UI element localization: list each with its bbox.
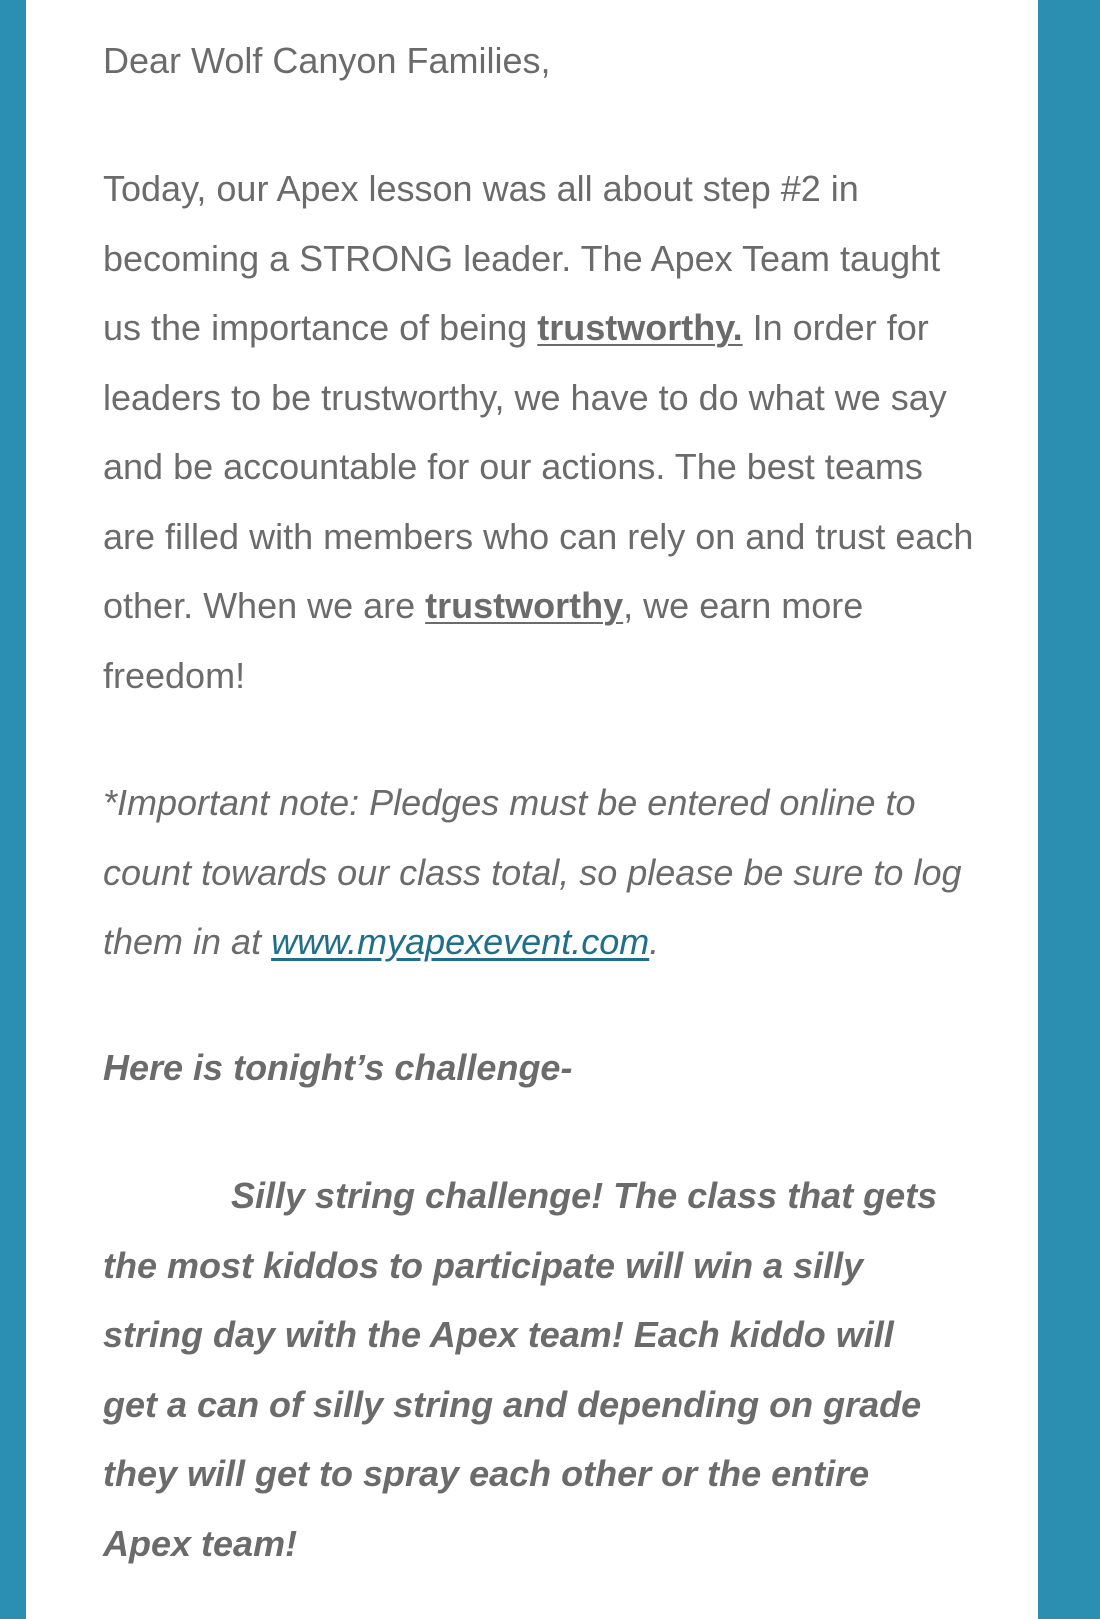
important-note: [103, 768, 983, 977]
trustworthy-emphasis-2: trustworthy: [425, 585, 624, 626]
email-card: [26, 0, 1038, 1619]
lesson-text-2: In order for leaders to be trustworthy, we have to do what we say and be accountable for our actions. The best teams are filled with members who can rely on and trust each other. When we are: [103, 307, 974, 626]
trustworthy-emphasis: trustworthy.: [537, 307, 743, 348]
note-text: *Important note: Pledges must be entered online to count towards our class total, so please be sure to log them in at: [103, 782, 962, 962]
note-text-end: .: [649, 921, 660, 962]
lesson-text-3: , we earn more freedom!: [103, 585, 864, 696]
greeting: Dear Wolf Canyon Families,: [103, 40, 551, 81]
challenge-heading: Here is tonight’s challenge-: [103, 1047, 573, 1088]
challenge-body: Silly string challenge! The class that gets the most kiddos to participate will win a silly string day with the Apex team! Each kiddo will get a can of silly string and depending on grade they will get to spray each other or the entire Apex team!: [103, 1175, 938, 1564]
lesson-paragraph: [103, 154, 983, 710]
lesson-text-1: Today, our Apex lesson was all about step #2 in becoming a STRONG leader. The Apex Team taught us the importance of being: [103, 168, 941, 348]
apex-event-link[interactable]: www.myapexevent.com: [271, 921, 650, 962]
